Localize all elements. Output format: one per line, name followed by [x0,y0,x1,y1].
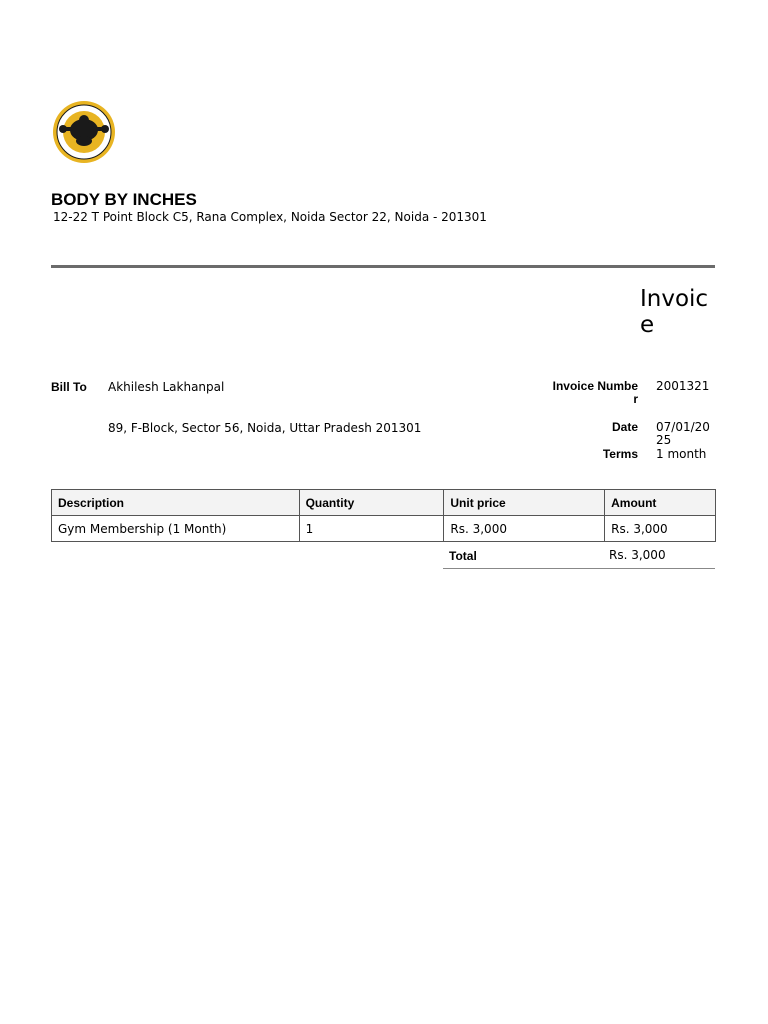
bill-to-label: Bill To [51,380,87,394]
column-header-quantity: Quantity [299,490,444,516]
invoice-number-label: Invoice Number [552,379,638,406]
total-value: Rs. 3,000 [609,548,666,562]
item-quantity: 1 [299,516,444,542]
bill-to-name: Akhilesh Lakhanpal [108,380,225,394]
item-unit-price: Rs. 3,000 [444,516,605,542]
item-description: Gym Membership (1 Month) [52,516,300,542]
total-underline [443,568,715,569]
table-row [52,516,716,542]
invoice-title: Invoice [640,286,709,338]
invoice-date-value: 07/01/2025 [656,420,710,447]
invoice-number-value: 2001321 [656,379,710,393]
company-logo [50,100,118,164]
company-address: 12-22 T Point Block C5, Rana Complex, Noida Sector 22, Noida - 201301 [53,210,487,224]
invoice-terms-value: 1 month [656,447,707,461]
invoice-date-label: Date [611,420,638,434]
header-divider [51,265,715,268]
column-header-unit-price: Unit price [444,490,605,516]
table-header-row [52,490,716,516]
invoice-terms-label: Terms [602,447,638,461]
column-header-description: Description [52,490,300,516]
bill-to-address: 89, F-Block, Sector 56, Noida, Uttar Pradesh 201301 [108,421,422,435]
total-label: Total [449,549,477,563]
item-amount: Rs. 3,000 [605,516,716,542]
line-items-table [51,489,716,542]
company-name: BODY BY INCHES [51,190,197,209]
column-header-amount: Amount [605,490,716,516]
